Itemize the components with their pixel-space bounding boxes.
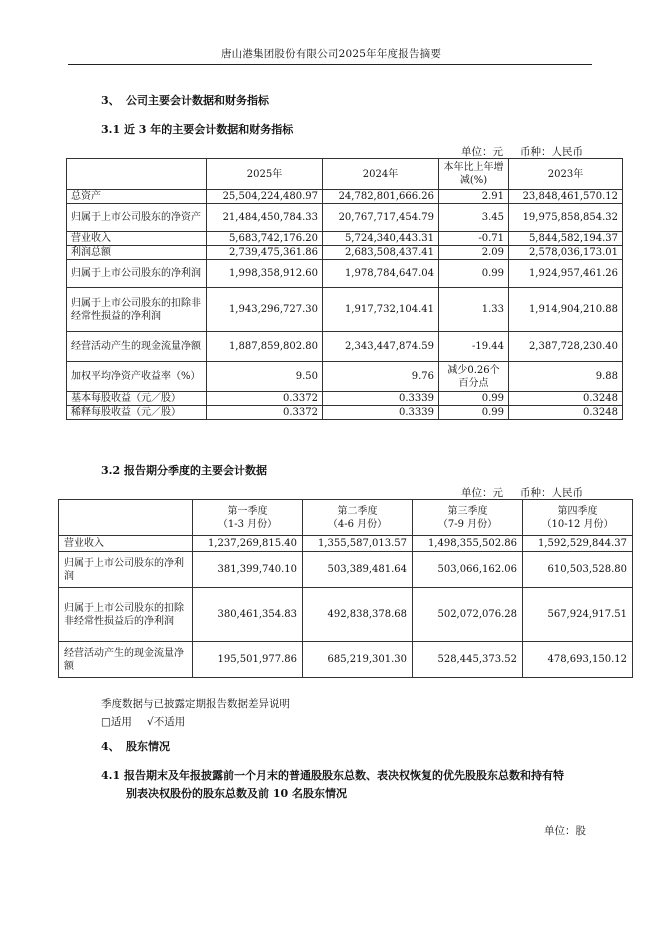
header-cell-2023: 2023年 bbox=[509, 159, 623, 190]
table-row bbox=[67, 232, 623, 246]
q3-name: 第三季度 bbox=[447, 505, 488, 517]
q4-range: （10-12 月份） bbox=[541, 518, 614, 530]
cell-q4: 1,592,529,844.37 bbox=[523, 536, 633, 552]
cell-2024: 1,978,784,647.04 bbox=[323, 260, 439, 288]
table1-unit: 单位：元 bbox=[461, 146, 503, 158]
row-label: 利润总额 bbox=[67, 246, 207, 260]
cell-q1: 380,461,354.83 bbox=[193, 588, 303, 642]
table3-unit: 单位：股 bbox=[544, 825, 586, 837]
cell-2023: 5,844,582,194.37 bbox=[509, 232, 623, 246]
row-label: 经营活动产生的现金流量净额 bbox=[59, 642, 193, 678]
cell-2024: 20,767,717,454.79 bbox=[323, 204, 439, 232]
header-cell-2025: 2025年 bbox=[207, 159, 323, 190]
cell-q4: 567,924,917.51 bbox=[523, 588, 633, 642]
q2-name: 第二季度 bbox=[337, 505, 378, 517]
cell-q3: 1,498,355,502.86 bbox=[413, 536, 523, 552]
cell-q1: 195,501,977.86 bbox=[193, 642, 303, 678]
cell-change: 减少0.26个百分点 bbox=[439, 362, 509, 392]
header-cell-q1 bbox=[193, 500, 303, 536]
cell-change: 2.09 bbox=[439, 246, 509, 260]
cell-2023: 2,578,036,173.01 bbox=[509, 246, 623, 260]
section-4-1-title-line1: 4.1 报告期末及年报披露前一个月末的普通股股东总数、表决权恢复的优先股股东总数和持有特 bbox=[101, 769, 564, 782]
table2-currency: 币种：人民币 bbox=[520, 487, 583, 499]
table-row bbox=[67, 260, 623, 288]
header-cell-2024: 2024年 bbox=[323, 159, 439, 190]
cell-2023: 1,914,904,210.88 bbox=[509, 288, 623, 332]
header-cell-change: 本年比上年增减(%) bbox=[439, 159, 509, 190]
table-row bbox=[67, 204, 623, 232]
row-label: 稀释每股收益（元／股） bbox=[67, 406, 207, 420]
cell-q3: 502,072,076.28 bbox=[413, 588, 523, 642]
cell-change: 2.91 bbox=[439, 190, 509, 204]
cell-q1: 1,237,269,815.40 bbox=[193, 536, 303, 552]
page-header: 唐山港集团股份有限公司2025年年度报告摘要 bbox=[220, 48, 442, 60]
cell-2025: 2,739,475,361.86 bbox=[207, 246, 323, 260]
cell-2025: 5,683,742,176.20 bbox=[207, 232, 323, 246]
q4-name: 第四季度 bbox=[557, 505, 598, 517]
q1-name: 第一季度 bbox=[227, 505, 268, 517]
cell-2025: 0.3372 bbox=[207, 406, 323, 420]
table-row bbox=[59, 536, 633, 552]
cell-q2: 503,389,481.64 bbox=[303, 552, 413, 588]
table-header-row bbox=[67, 159, 623, 190]
cell-q2: 1,355,587,013.57 bbox=[303, 536, 413, 552]
q2-range: （4-6 月份） bbox=[327, 518, 388, 530]
cell-2025: 1,998,358,912.60 bbox=[207, 260, 323, 288]
cell-2025: 9.50 bbox=[207, 362, 323, 392]
header-divider bbox=[68, 64, 592, 65]
cell-2023: 0.3248 bbox=[509, 392, 623, 406]
section-4-number: 4、 bbox=[101, 740, 120, 753]
cell-q1: 381,399,740.10 bbox=[193, 552, 303, 588]
table-row bbox=[67, 288, 623, 332]
cell-change: 0.99 bbox=[439, 406, 509, 420]
cell-2023: 1,924,957,461.26 bbox=[509, 260, 623, 288]
cell-2025: 25,504,224,480.97 bbox=[207, 190, 323, 204]
cell-change: 1.33 bbox=[439, 288, 509, 332]
table-row bbox=[67, 392, 623, 406]
row-label: 归属于上市公司股东的净利润 bbox=[67, 260, 207, 288]
section-3-number: 3、 bbox=[101, 94, 120, 107]
cell-2024: 2,683,508,437.41 bbox=[323, 246, 439, 260]
annual-data-table bbox=[66, 158, 623, 420]
row-label: 基本每股收益（元／股） bbox=[67, 392, 207, 406]
cell-2024: 0.3339 bbox=[323, 392, 439, 406]
row-label: 归属于上市公司股东的扣除非经常性损益的净利润 bbox=[67, 288, 207, 332]
row-label: 营业收入 bbox=[67, 232, 207, 246]
cell-change: -0.71 bbox=[439, 232, 509, 246]
cell-2023: 9.88 bbox=[509, 362, 623, 392]
cell-2025: 21,484,450,784.33 bbox=[207, 204, 323, 232]
cell-2023: 2,387,728,230.40 bbox=[509, 332, 623, 362]
option-apply: □适用 bbox=[101, 716, 132, 728]
cell-q3: 503,066,162.06 bbox=[413, 552, 523, 588]
cell-2024: 5,724,340,443.31 bbox=[323, 232, 439, 246]
header-cell-q3 bbox=[413, 500, 523, 536]
cell-change: 0.99 bbox=[439, 260, 509, 288]
cell-2025: 0.3372 bbox=[207, 392, 323, 406]
cell-2024: 24,782,801,666.26 bbox=[323, 190, 439, 204]
section-4-title: 股东情况 bbox=[126, 740, 170, 753]
cell-2024: 9.76 bbox=[323, 362, 439, 392]
table-row bbox=[59, 552, 633, 588]
cell-2025: 1,943,296,727.30 bbox=[207, 288, 323, 332]
table-row bbox=[67, 246, 623, 260]
table-header-row bbox=[59, 500, 633, 536]
table-row bbox=[67, 190, 623, 204]
cell-q2: 685,219,301.30 bbox=[303, 642, 413, 678]
header-cell-q4 bbox=[523, 500, 633, 536]
cell-2023: 19,975,858,854.32 bbox=[509, 204, 623, 232]
header-cell-blank bbox=[59, 500, 193, 536]
row-label: 归属于上市公司股东的净利润 bbox=[59, 552, 193, 588]
cell-2025: 1,887,859,802.80 bbox=[207, 332, 323, 362]
row-label: 总资产 bbox=[67, 190, 207, 204]
cell-q4: 610,503,528.80 bbox=[523, 552, 633, 588]
quarter-diff-note: 季度数据与已披露定期报告数据差异说明 bbox=[101, 698, 290, 710]
option-not-apply: √不适用 bbox=[147, 716, 186, 728]
section-3-title: 公司主要会计数据和财务指标 bbox=[126, 94, 269, 107]
cell-2024: 0.3339 bbox=[323, 406, 439, 420]
cell-q2: 492,838,378.68 bbox=[303, 588, 413, 642]
cell-change: 0.99 bbox=[439, 392, 509, 406]
cell-change: -19.44 bbox=[439, 332, 509, 362]
quarterly-data-table bbox=[58, 499, 633, 678]
table-row bbox=[67, 332, 623, 362]
cell-2023: 0.3248 bbox=[509, 406, 623, 420]
header-cell-q2 bbox=[303, 500, 413, 536]
cell-q3: 528,445,373.52 bbox=[413, 642, 523, 678]
row-label: 归属于上市公司股东的扣除非经常性损益后的净利润 bbox=[59, 588, 193, 642]
row-label: 加权平均净资产收益率（%） bbox=[67, 362, 207, 392]
cell-2024: 2,343,447,874.59 bbox=[323, 332, 439, 362]
cell-change: 3.45 bbox=[439, 204, 509, 232]
row-label: 营业收入 bbox=[59, 536, 193, 552]
table-row bbox=[67, 406, 623, 420]
table-row bbox=[59, 588, 633, 642]
q1-range: （1-3 月份） bbox=[217, 518, 278, 530]
header-cell-blank bbox=[67, 159, 207, 190]
table-row bbox=[67, 362, 623, 392]
section-3-2-title: 3.2 报告期分季度的主要会计数据 bbox=[101, 464, 267, 477]
q3-range: （7-9 月份） bbox=[437, 518, 498, 530]
row-label: 归属于上市公司股东的净资产 bbox=[67, 204, 207, 232]
cell-q4: 478,693,150.12 bbox=[523, 642, 633, 678]
table1-currency: 币种：人民币 bbox=[520, 146, 583, 158]
section-3-1-title: 3.1 近 3 年的主要会计数据和财务指标 bbox=[101, 123, 294, 136]
table2-unit: 单位：元 bbox=[461, 487, 503, 499]
table-row bbox=[59, 642, 633, 678]
cell-2024: 1,917,732,104.41 bbox=[323, 288, 439, 332]
cell-2023: 23,848,461,570.12 bbox=[509, 190, 623, 204]
row-label: 经营活动产生的现金流量净额 bbox=[67, 332, 207, 362]
section-4-1-title-line2: 别表决权股份的股东总数及前 10 名股东情况 bbox=[126, 787, 347, 800]
